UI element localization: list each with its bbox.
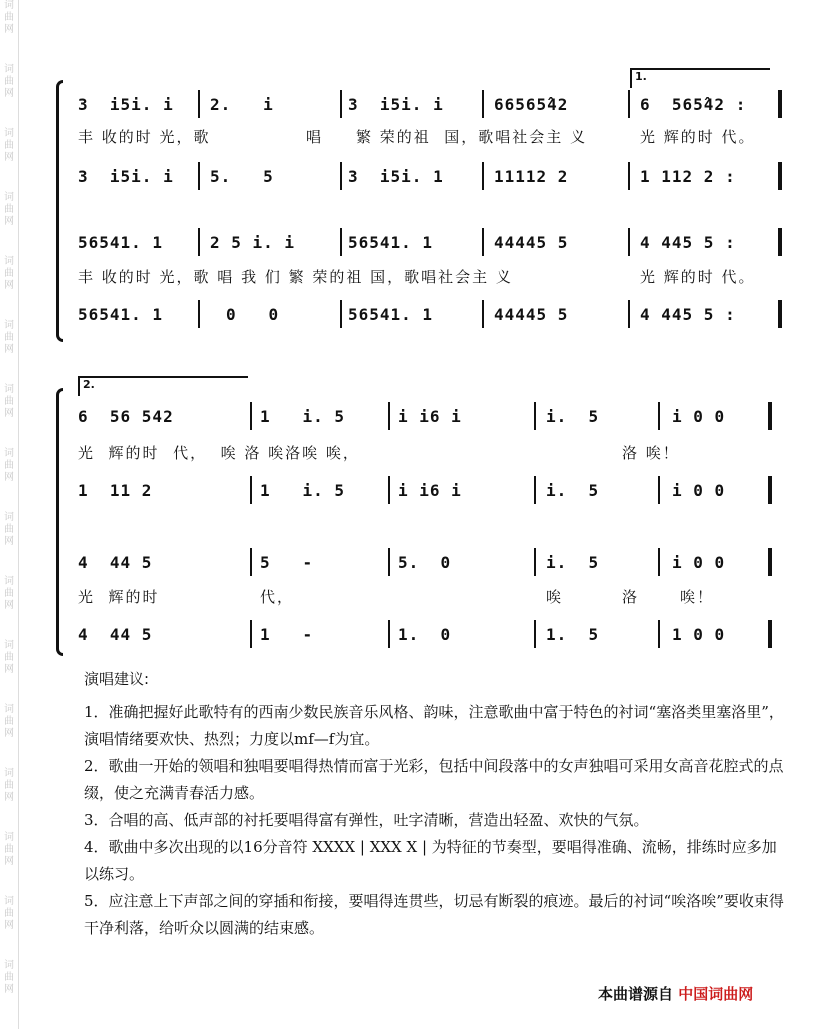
measure: i 0 0: [672, 480, 726, 500]
measure: 1 112 2 :: [640, 166, 736, 186]
watermark-text: 词曲网: [4, 256, 14, 291]
measure: 44445 5: [494, 232, 569, 252]
measure: i i6 i: [398, 406, 462, 426]
measure: 4 44 5: [78, 552, 153, 572]
advice-item: 4．歌曲中多次出现的以16分音符 XXXX | XXX X | 为特征的节奏型，要唱得准确、流畅，排练时应多加以练习。: [84, 838, 777, 883]
advice-item: 2．歌曲一开始的领唱和独唱要唱得热情而富于光彩，包括中间段落中的女声独唱可采用女高音花腔式的点缀，使之充满青春活力感。: [84, 757, 784, 802]
watermark-text: 词曲网: [4, 320, 14, 355]
lyric: 光 辉的时 代。: [640, 128, 756, 146]
measure: 4 44 5: [78, 624, 153, 644]
measure: i. 5: [546, 552, 600, 572]
measure: 1 i. 5: [260, 480, 346, 500]
watermark-text: 词曲网: [4, 64, 14, 99]
lyric: 唱: [306, 128, 324, 146]
advice-item: 1．准确把握好此歌特有的西南少数民族音乐风格、韵味，注意歌曲中富于特色的衬词“塞洛类里塞洛里”，演唱情绪要欢快、热烈；力度以mf—f为宜。: [84, 703, 784, 748]
watermark-text: 词曲网: [4, 704, 14, 739]
measure: 1 0 0: [672, 624, 726, 644]
advice-title: 演唱建议:: [84, 670, 150, 688]
measure: 4 445 5 :: [640, 232, 736, 252]
lyric: 光 辉的时 代。: [640, 268, 756, 286]
measure: 56541. 1: [78, 232, 164, 252]
volta-1: 1.: [630, 68, 770, 88]
staff-voice-1: [50, 394, 810, 438]
measure: 5 -: [260, 552, 314, 572]
measure: 1. 5: [546, 624, 600, 644]
lyric: 代，: [260, 588, 295, 606]
measure: 3 i5i. i: [78, 166, 174, 186]
watermark-text: 词曲网: [4, 768, 14, 803]
measure: i. 5: [546, 480, 600, 500]
staff-voice-4: [50, 612, 810, 656]
measure: 3 i5i. i: [78, 94, 174, 114]
lyric: 洛 唉！: [622, 444, 680, 462]
advice-item: 3．合唱的高、低声部的衬托要唱得富有弹性，吐字清晰，营造出轻盈、欢快的气氛。: [84, 811, 649, 829]
staff-voice-3: [50, 540, 810, 584]
measure: 1 -: [260, 624, 314, 644]
system-1: [50, 60, 810, 340]
measure: 11112 2: [494, 166, 569, 186]
watermark-text: 词曲网: [4, 384, 14, 419]
watermark-text: 词曲网: [4, 512, 14, 547]
measure: 44445 5: [494, 304, 569, 324]
staff-voice-2: [50, 154, 810, 198]
watermark-left: [2, 0, 16, 1024]
measure: 1 i. 5: [260, 406, 346, 426]
margin-line: [18, 0, 19, 1029]
staff-voice-3: [50, 220, 810, 264]
watermark-text: 词曲网: [4, 960, 14, 995]
volta-2: 2.: [78, 376, 248, 396]
lyric: 光 辉的时 代， 唉 洛 唉洛唉 唉，: [78, 444, 360, 462]
measure: 56541. 1: [348, 304, 434, 324]
measure: 1. 0: [398, 624, 452, 644]
measure: 0 0: [226, 304, 280, 324]
source-label: 本曲谱源自: [598, 985, 674, 1003]
watermark-text: 词曲网: [4, 576, 14, 611]
source-credit: [598, 983, 753, 1004]
lyric: 丰 收的时 光，歌 唱 我 们 繁 荣的祖 国，歌唱社会主 义: [78, 268, 513, 286]
measure: i 0 0: [672, 552, 726, 572]
staff-voice-4: [50, 292, 810, 336]
lyric: 光 辉的时: [78, 588, 160, 606]
lyric: 洛: [622, 588, 640, 606]
measure: 3 i5i. i: [348, 94, 444, 114]
watermark-text: 词曲网: [4, 640, 14, 675]
performance-advice: [84, 666, 784, 942]
watermark-text: 词曲网: [4, 192, 14, 227]
watermark-text: 词曲网: [4, 0, 14, 35]
watermark-text: 词曲网: [4, 896, 14, 931]
measure: i. 5: [546, 406, 600, 426]
measure: 56541. 1: [348, 232, 434, 252]
measure: 5. 5: [210, 166, 274, 186]
measure: 56541. 1: [78, 304, 164, 324]
measure: 3 i5i. 1: [348, 166, 444, 186]
advice-item: 5．应注意上下声部之间的穿插和衔接，要唱得连贯些，切忌有断裂的痕迹。最后的衬词“唉洛唉”要收束得干净利落，给听众以圆满的结束感。: [84, 892, 784, 937]
measure: 1 11 2: [78, 480, 153, 500]
measure: 2 5 i. i: [210, 232, 296, 252]
watermark-text: 词曲网: [4, 128, 14, 163]
measure: 5. 0: [398, 552, 452, 572]
measure: 6 565̂42 :: [640, 94, 747, 114]
lyric: 唉！: [680, 588, 715, 606]
measure: 66565̂42: [494, 94, 569, 114]
lyric: 繁 荣的祖 国，歌唱社会主 义: [356, 128, 588, 146]
staff-voice-2: [50, 468, 810, 512]
source-brand-link[interactable]: 中国词曲网: [678, 985, 754, 1003]
measure: 4 445 5 :: [640, 304, 736, 324]
music-score: [50, 60, 810, 644]
staff-voice-1: [50, 82, 810, 126]
lyric: 丰 收的时 光，歌: [78, 128, 211, 146]
measure: 2. i: [210, 94, 274, 114]
measure: i 0 0: [672, 406, 726, 426]
measure: i i6 i: [398, 480, 462, 500]
lyric: 唉: [546, 588, 564, 606]
watermark-text: 词曲网: [4, 448, 14, 483]
measure: 6 56 542: [78, 406, 174, 426]
watermark-text: 词曲网: [4, 832, 14, 867]
system-2: [50, 372, 810, 657]
